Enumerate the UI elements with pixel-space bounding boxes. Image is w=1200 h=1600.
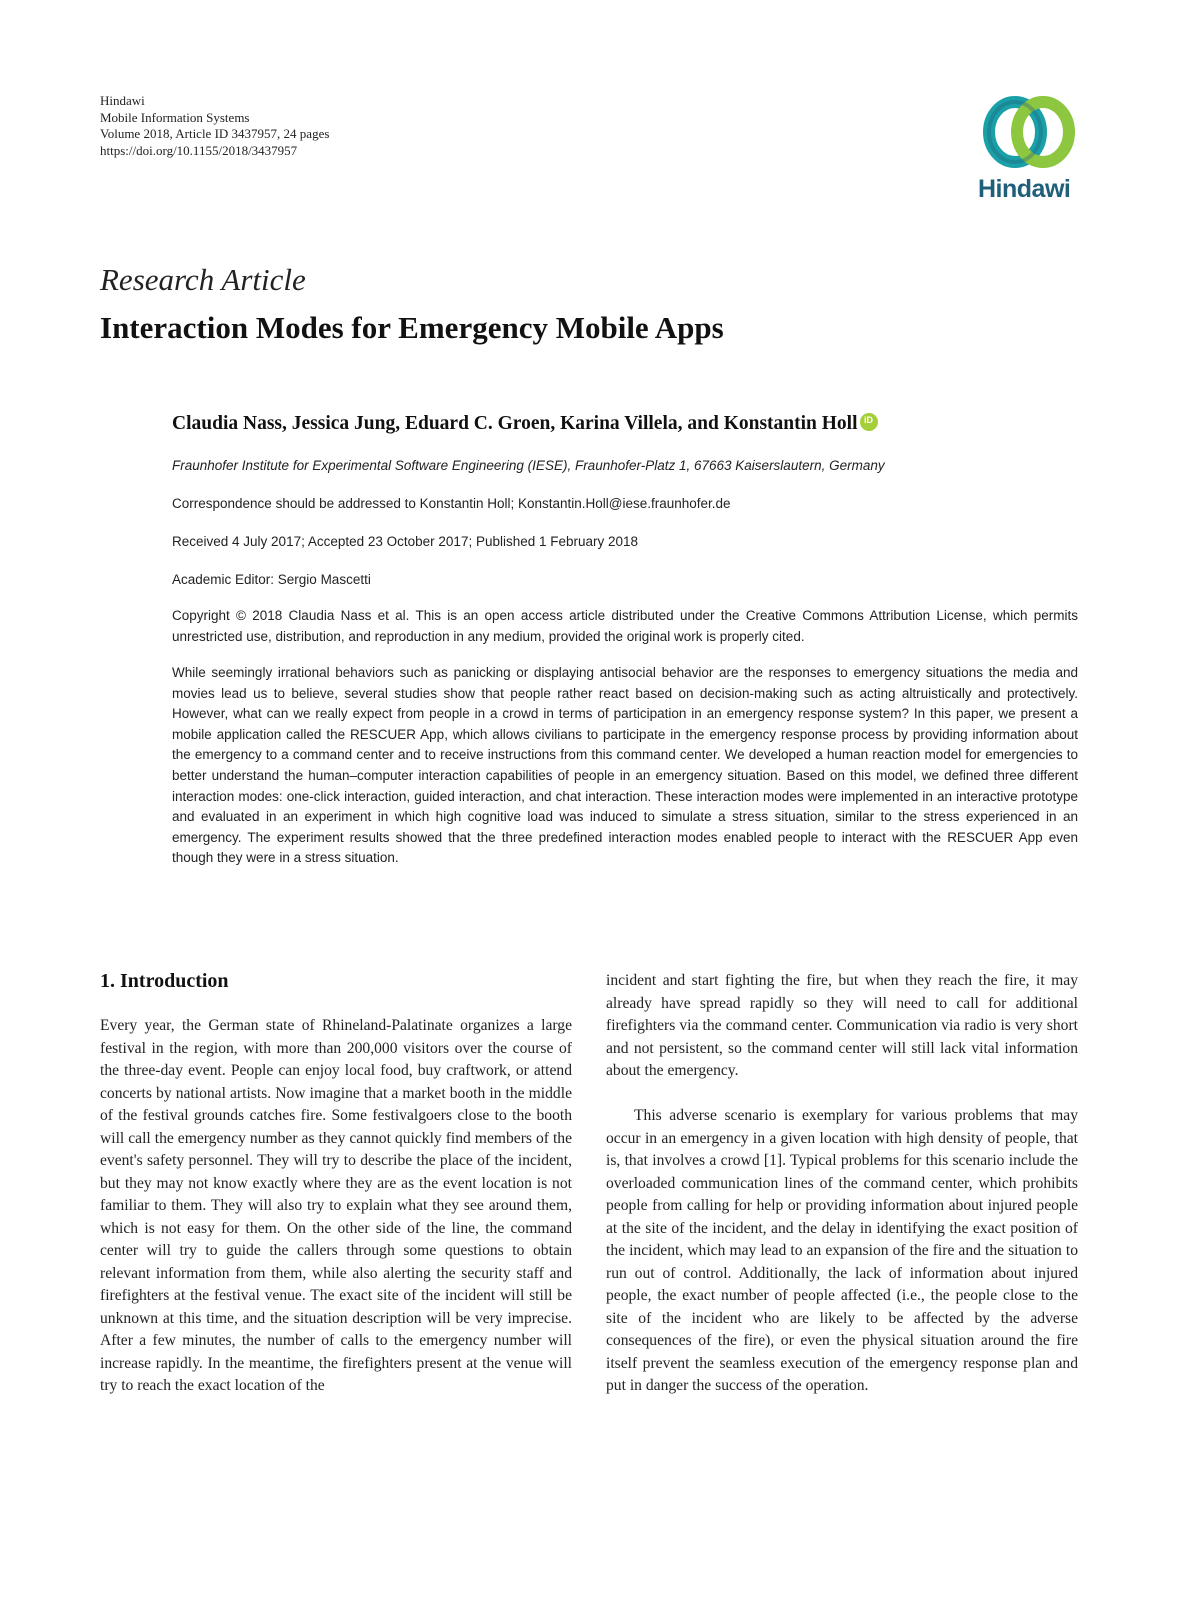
article-dates: Received 4 July 2017; Accepted 23 October 2017; Published 1 February 2018 bbox=[172, 534, 639, 549]
author-names: Claudia Nass, Jessica Jung, Eduard C. Groen, Karina Villela, and Konstantin Holl bbox=[172, 413, 858, 434]
affiliation: Fraunhofer Institute for Experimental Software Engineering (IESE), Fraunhofer-Platz 1, 67663 Kaiserslautern, Germany bbox=[172, 458, 885, 473]
abstract: While seemingly irrational behaviors such as panicking or displaying antisocial behavior are the responses to emergency situations the media and movies lead us to believe, several studies show that people rather react based on decision-making such as acting altruistically and protectively. However, what can we really expect from people in a crowd in terms of participation in an emergency response system? In this paper, we present a mobile application called the RESCUER App, which allows civilians to participate in the emergency response process by providing information about the emergency to a command center and to receive instructions from this command center. We developed a human reaction model for emergencies to better understand the human–computer interaction capabilities of people in an emergency situation. Based on this model, we defined three different interaction modes: one-click interaction, guided interaction, and chat interaction. These interaction modes were implemented in an interactive prototype and evaluated in an experiment in which high cognitive load was induced to simulate a stress situation, similar to the stress experienced in an emergency. The experiment results showed that the three predefined interaction modes enabled people to interact with the RESCUER App even though they were in a stress situation. bbox=[172, 665, 1078, 866]
copyright-notice: Copyright © 2018 Claudia Nass et al. This is an open access article distributed under the Creative Commons Attribution License, which permits unrestricted use, distribution, and reproduction in any medium, provided the original work is properly cited. bbox=[172, 608, 1078, 644]
correspondence: Correspondence should be addressed to Konstantin Holl; Konstantin.Holl@iese.fraunhofer.de bbox=[172, 496, 731, 511]
intro-left-column: Every year, the German state of Rhineland-Palatinate organizes a large festival in the region, with more than 200,000 visitors over the course of the three-day event. People can enjoy local food, buy craftwork, or attend concerts by national artists. Now imagine that a market booth in the middle of the festival grounds catches fire. Some festivalgoers close to the booth will call the emergency number as they cannot quickly find members of the event's safety personnel. They will try to describe the place of the incident, but they may not know exactly where they are as the event location is not familiar to them. They will also try to explain what they see around them, which is not easy for them. On the other side of the line, the command center will try to guide the callers through some questions to obtain relevant information from them, while also alerting the security staff and firefighters at the festival venue. The exact site of the incident will still be unknown at this time, and the situation description will be very imprecise. After a few minutes, the number of calls to the emergency number will increase rapidly. In the meantime, the firefighters present at the venue will try to reach the exact location of the bbox=[100, 1017, 572, 1394]
author-line bbox=[172, 413, 878, 435]
article-title: Interaction Modes for Emergency Mobile Apps bbox=[100, 310, 724, 345]
section-heading-introduction: 1. Introduction bbox=[100, 970, 229, 992]
publisher-name: Hindawi bbox=[100, 93, 145, 108]
article-type: Research Article bbox=[100, 262, 306, 297]
doi-link[interactable]: https://doi.org/10.1155/2018/3437957 bbox=[100, 142, 298, 158]
hindawi-logo-wordmark: Hindawi bbox=[978, 175, 1071, 203]
journal-header bbox=[100, 93, 329, 159]
intro-right-paragraph-2: This adverse scenario is exemplary for various problems that may occur in an emergency in a given location with high density of people, that is, that involves a crowd [1]. Typical problems for this scenario include the overloaded communication lines of the command center, which prohibits people from calling for help or providing information about injured people at the site of the incident, and the delay in identifying the exact position of the incident, which may lead to an expansion of the fire and the situation to run out of control. Additionally, the lack of information about injured people, the exact number of people affected (i.e., the people close to the site of the incident who are likely to be affected by the adverse consequences of the fire), or even the physical situation around the fire itself prevent the seamless execution of the emergency response plan and put in danger the success of the operation. bbox=[606, 1107, 1078, 1394]
orcid-icon[interactable] bbox=[860, 413, 878, 431]
academic-editor: Academic Editor: Sergio Mascetti bbox=[172, 572, 371, 587]
journal-name: Mobile Information Systems bbox=[100, 109, 250, 125]
intro-right-paragraph-1: incident and start fighting the fire, but when they reach the fire, it may already have spread rapidly so they will need to call for additional firefighters via the command center. Communication via radio is very short and not persistent, so the command center will still lack vital information about the emergency. bbox=[606, 972, 1078, 1079]
volume-line: Volume 2018, Article ID 3437957, 24 pages bbox=[100, 126, 330, 141]
